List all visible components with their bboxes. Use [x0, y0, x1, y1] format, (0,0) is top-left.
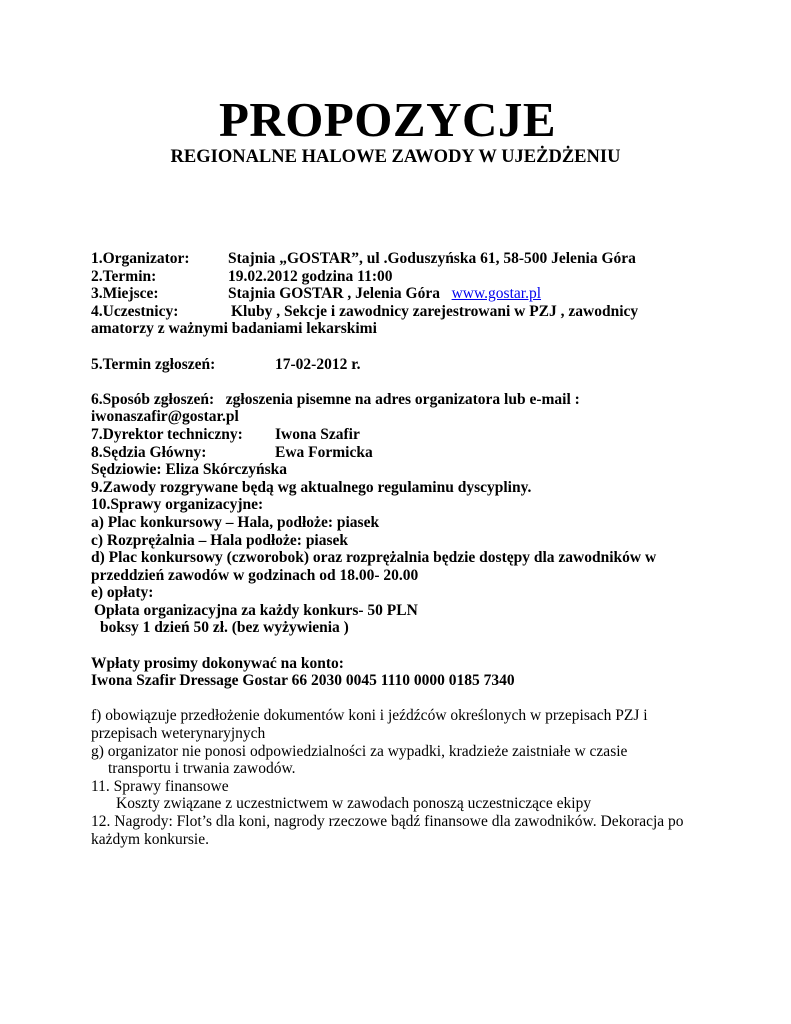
item-a: a) Plac konkursowy – Hala, podłoże: piasek [91, 513, 380, 531]
document-body [91, 250, 691, 848]
date-line [91, 268, 691, 286]
organizer-label: 1.Organizator: [91, 250, 190, 267]
date-label: 2.Termin: [91, 267, 157, 285]
item-g: g) organizator nie ponosi odpowiedzialności za wypadki, kradzieże zaistniałe w czasie [91, 742, 628, 760]
organizer-line [91, 250, 691, 268]
prizes-line: 12. Nagrody: Flot’s dla koni, nagrody rzeczowe bądź finansowe dla zawodników. Dekoracja po [91, 813, 684, 830]
deadline-value: 17-02-2012 r. [275, 355, 361, 373]
deadline-line [91, 356, 691, 374]
participants-continued: amatorzy z ważnymi badaniami lekarskimi [91, 320, 377, 338]
method-value: zgłoszenia pisemne na adres organizatora lub e-mail : [225, 390, 580, 408]
tech-director-value: Iwona Szafir [275, 425, 360, 443]
chief-judge-label: 8.Sędzia Główny: [91, 443, 207, 461]
item-d: d) Plac konkursowy (czworobok) oraz rozprężalnia będzie dostępy dla zawodników w [91, 549, 657, 567]
method-line [91, 391, 691, 409]
item-e: e) opłaty: [91, 584, 154, 602]
website-link[interactable]: www.gostar.pl [451, 285, 542, 303]
rules-line: 9.Zawody rozgrywane będą wg aktualnego regulaminu dyscypliny. [91, 478, 532, 496]
fee-line: Opłata organizacyjna za każdy konkurs- 50 PLN [94, 601, 418, 619]
finance-text: Koszty związane z uczestnictwem w zawodach ponoszą uczestniczące ekipy [116, 795, 592, 813]
boxes-line: boksy 1 dzień 50 zł. (bez wyżywienia ) [100, 619, 349, 637]
judges-line: Sędziowie: Eliza Skórczyńska [91, 461, 288, 479]
tech-director-line [91, 426, 691, 444]
org-matters-heading: 10.Sprawy organizacyjne: [91, 496, 264, 514]
finance-heading: 11. Sprawy finansowe [91, 777, 229, 795]
page-subtitle: REGIONALNE HALOWE ZAWODY W UJEŻDŻENIU [170, 147, 621, 167]
item-f-continued: przepisach weterynaryjnych [91, 725, 266, 743]
deadline-label: 5.Termin zgłoszeń: [91, 355, 216, 373]
payments-title: Wpłaty prosimy dokonywać na konto: [91, 654, 344, 672]
item-c: c) Rozprężalnia – Hala podłoże: piasek [91, 531, 349, 549]
item-g-continued: transportu i trwania zawodów. [108, 760, 296, 778]
payments-account: Iwona Szafir Dressage Gostar 66 2030 0045 1110 0000 0185 7340 [91, 672, 515, 690]
place-label: 3.Miejsce: [91, 285, 159, 303]
participants-label: 4.Uczestnicy: [91, 302, 179, 320]
date-value: 19.02.2012 godzina 11:00 [228, 267, 393, 285]
participants-line [91, 303, 691, 321]
item-f: f) obowiązuje przedłożenie dokumentów koni i jeźdźców określonych w przepisach PZJ i [91, 707, 648, 725]
prizes-continued: każdym konkursie. [91, 830, 209, 848]
place-value: Stajnia GOSTAR , Jelenia Góra [228, 285, 440, 303]
organizer-value: Stajnia „GOSTAR”, ul .Goduszyńska 61, 58-500 Jelenia Góra [228, 250, 636, 267]
tech-director-label: 7.Dyrektor techniczny: [91, 425, 243, 443]
place-line [91, 285, 691, 303]
chief-judge-line [91, 444, 691, 462]
method-email: iwonaszafir@gostar.pl [91, 408, 239, 426]
page-title: PROPOZYCJE [218, 92, 557, 147]
method-label: 6.Sposób zgłoszeń: [91, 390, 215, 408]
participants-value: Kluby , Sekcje i zawodnicy zarejestrowani w PZJ , zawodnicy [231, 302, 639, 320]
item-d-continued: przeddzień zawodów w godzinach od 18.00- 20.00 [91, 566, 419, 584]
chief-judge-value: Ewa Formicka [275, 443, 373, 461]
